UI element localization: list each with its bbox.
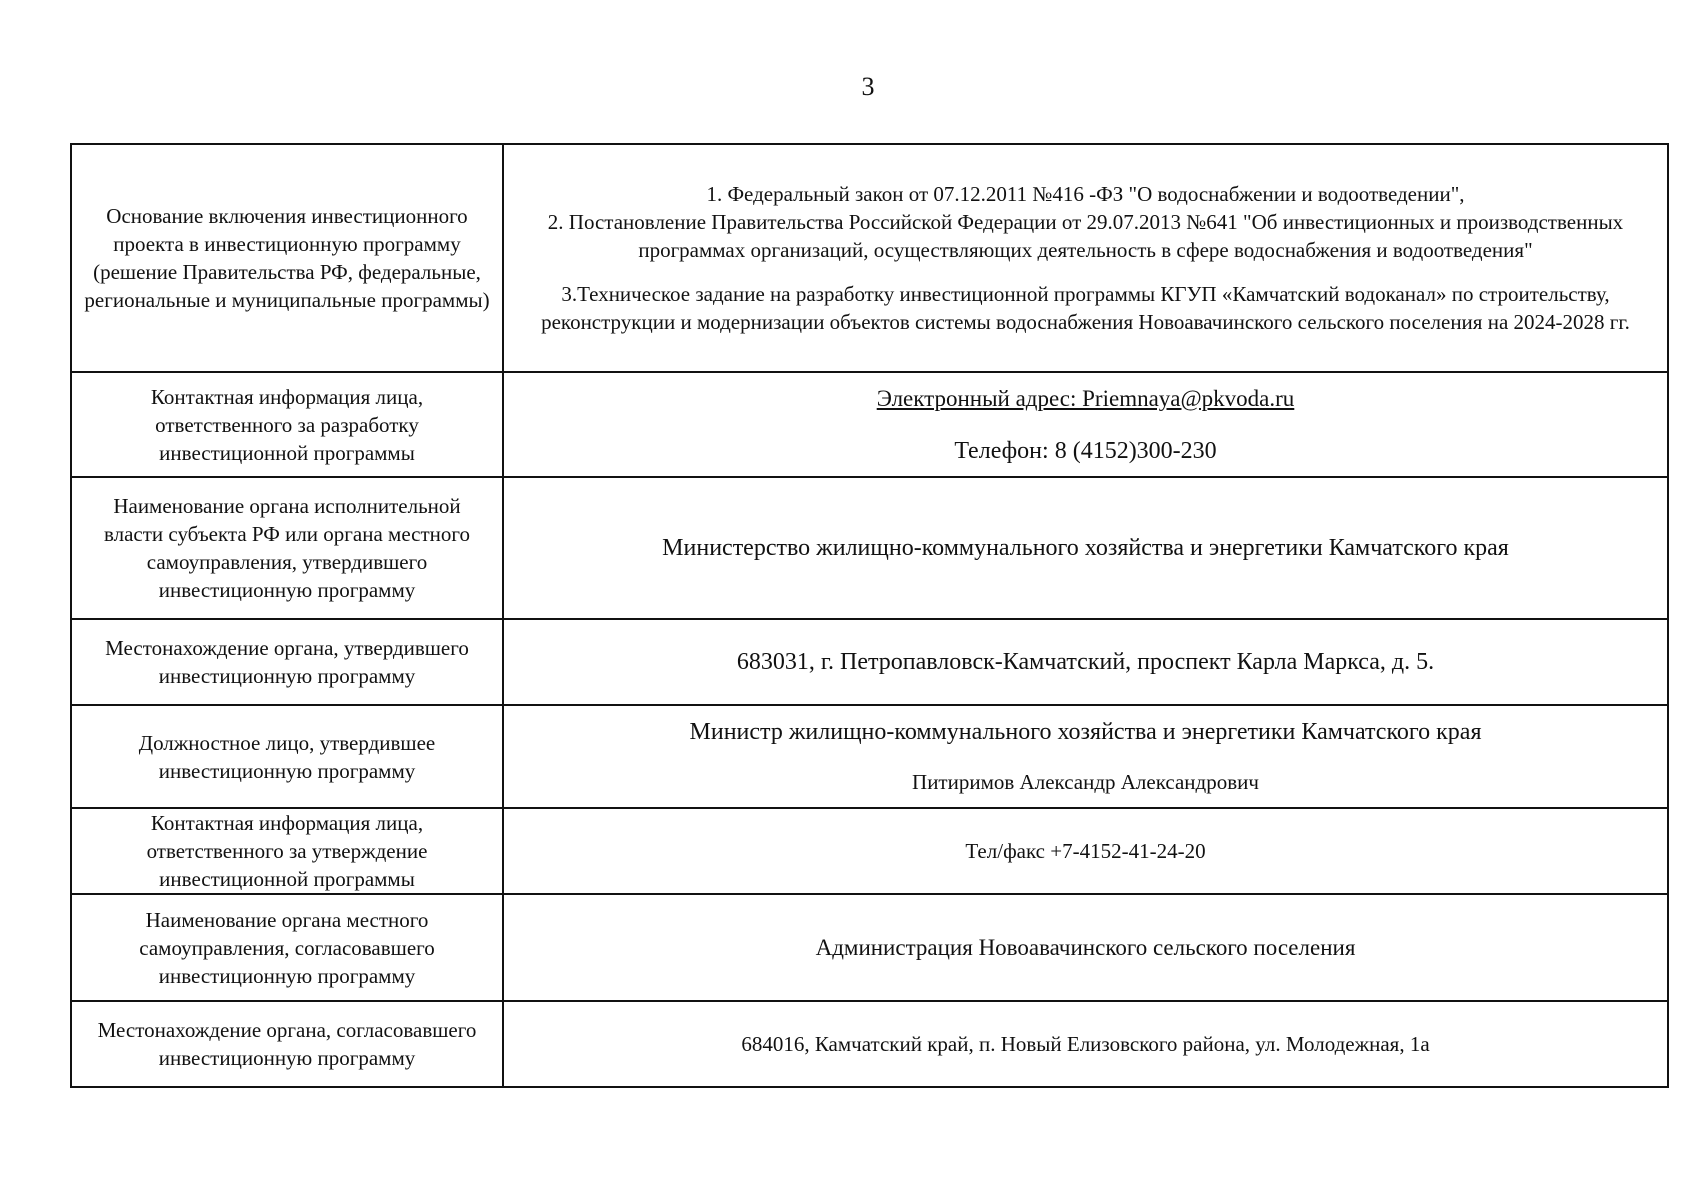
official-title: Министр жилищно-коммунального хозяйства и энергетики Камчатского края [689,718,1482,745]
row-label: Местонахождение органа, утвердившего инвестиционную программу [71,619,503,705]
legal-basis-item-3: 3.Техническое задание на разработку инвестиционной программы КГУП «Камчатский водоканал» по строительству, реконструкции и модернизации объектов системы водоснабжения Новоавачинского сельского поселения на 2024-2028 гг. [541,282,1630,334]
row-label: Местонахождение органа, согласовавшего инвестиционную программу [71,1001,503,1087]
table-row [71,894,1668,1001]
table-row [71,1001,1668,1087]
row-value: Министерство жилищно-коммунального хозяйства и энергетики Камчатского края [503,477,1668,619]
row-label: Наименование органа местного самоуправления, согласовавшего инвестиционную программу [71,894,503,1001]
row-value [503,705,1668,808]
row-label: Основание включения инвестиционного проекта в инвестиционную программу (решение Правительства РФ, федеральные, региональные и муниципальные программы) [71,144,503,372]
table-row [71,619,1668,705]
row-value: 684016, Камчатский край, п. Новый Елизовского района, ул. Молодежная, 1а [503,1001,1668,1087]
official-name: Питиримов Александр Александрович [912,769,1259,794]
row-label: Контактная информация лица, ответственного за разработку инвестиционной программы [71,372,503,477]
table-row [71,705,1668,808]
legal-basis-item-2: 2. Постановление Правительства Российской Федерации от 29.07.2013 №641 "Об инвестиционных и производственных программах организаций, осуществляющих деятельность в сфере водоснабжения и водоотведения" [547,210,1624,262]
page-number: 3 [861,72,875,101]
phone-text: Телефон: 8 (4152)300-230 [954,437,1217,464]
email-link[interactable]: Электронный адрес: Priemnaya@pkvoda.ru [876,385,1295,411]
legal-basis-item-1: 1. Федеральный закон от 07.12.2011 №416 -ФЗ "О водоснабжении и водоотведении", [706,182,1465,206]
table-row [71,477,1668,619]
table-row [71,144,1668,372]
table-row [71,808,1668,894]
row-value [503,144,1668,372]
table-row [71,372,1668,477]
row-value: Тел/факс +7-4152-41-24-20 [503,808,1668,894]
row-label: Должностное лицо, утвердившее инвестиционную программу [71,705,503,808]
row-value [503,372,1668,477]
row-label: Контактная информация лица, ответственного за утверждение инвестиционной программы [71,808,503,894]
investment-program-info-table [70,143,1669,1088]
row-value: 683031, г. Петропавловск-Камчатский, проспект Карла Маркса, д. 5. [503,619,1668,705]
row-value: Администрация Новоавачинского сельского поселения [503,894,1668,1001]
row-label: Наименование органа исполнительной власти субъекта РФ или органа местного самоуправления, утвердившего инвестиционную программу [71,477,503,619]
